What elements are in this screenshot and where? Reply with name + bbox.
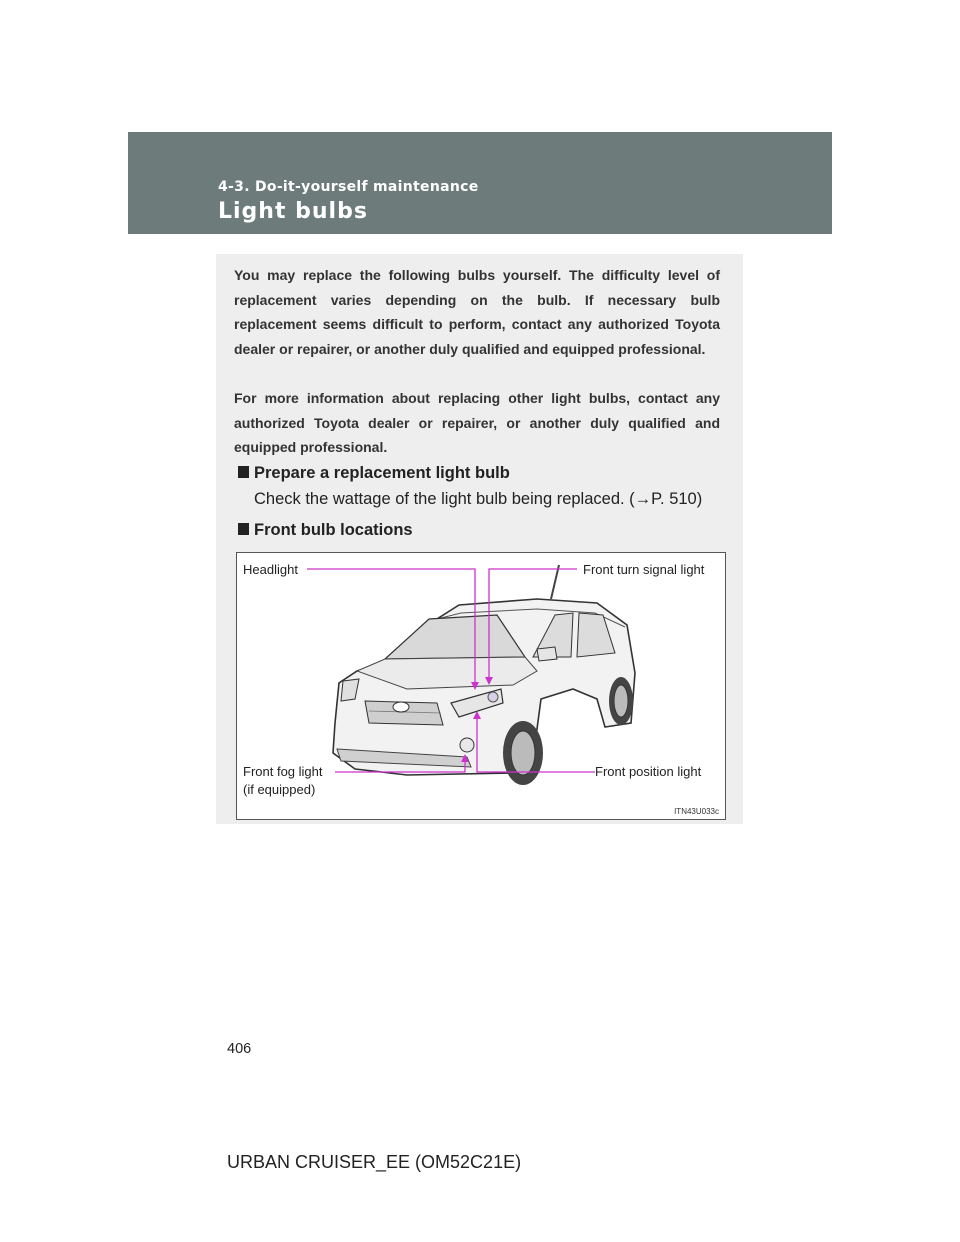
bullet-marker-icon	[238, 521, 250, 540]
intro-paragraph: You may replace the following bulbs yourself. The difficulty level of replacement varies depending on the bulb. If necessary bulb replacement seems difficult to perform, contact any authorized Toyota dealer or repairer, or another duly qualified and equipped professional.	[234, 267, 720, 357]
bullet-prepare-bulb	[238, 464, 510, 483]
label-front-position-light: Front position light	[595, 764, 702, 779]
document-footer: URBAN CRUISER_EE (OM52C21E)	[227, 1152, 522, 1172]
bullet-body-text: Check the wattage of the light bulb being replaced. (→P. 510)	[254, 490, 703, 508]
label-headlight: Headlight	[243, 562, 298, 577]
page-number: 406	[227, 1041, 252, 1057]
label-fog-light-note: (if equipped)	[243, 782, 316, 797]
page-title: Light bulbs	[218, 199, 368, 224]
bullet-marker-icon	[238, 464, 250, 483]
section-label: 4-3. Do-it-yourself maintenance	[218, 179, 479, 195]
bullet-front-bulb-locations	[238, 521, 413, 540]
front-bulb-diagram	[236, 552, 726, 820]
label-front-fog-light: Front fog light	[243, 764, 323, 779]
intro-paragraph-2: For more information about replacing other light bulbs, contact any authorized Toyota dealer or repairer, or another duly qualified and equipped professional.	[234, 390, 720, 455]
label-front-turn-signal-light: Front turn signal light	[583, 562, 705, 577]
bullet-heading: Front bulb locations	[254, 521, 413, 539]
figure-code: ITN43U033c	[674, 807, 719, 816]
bullet-heading: Prepare a replacement light bulb	[254, 464, 510, 482]
